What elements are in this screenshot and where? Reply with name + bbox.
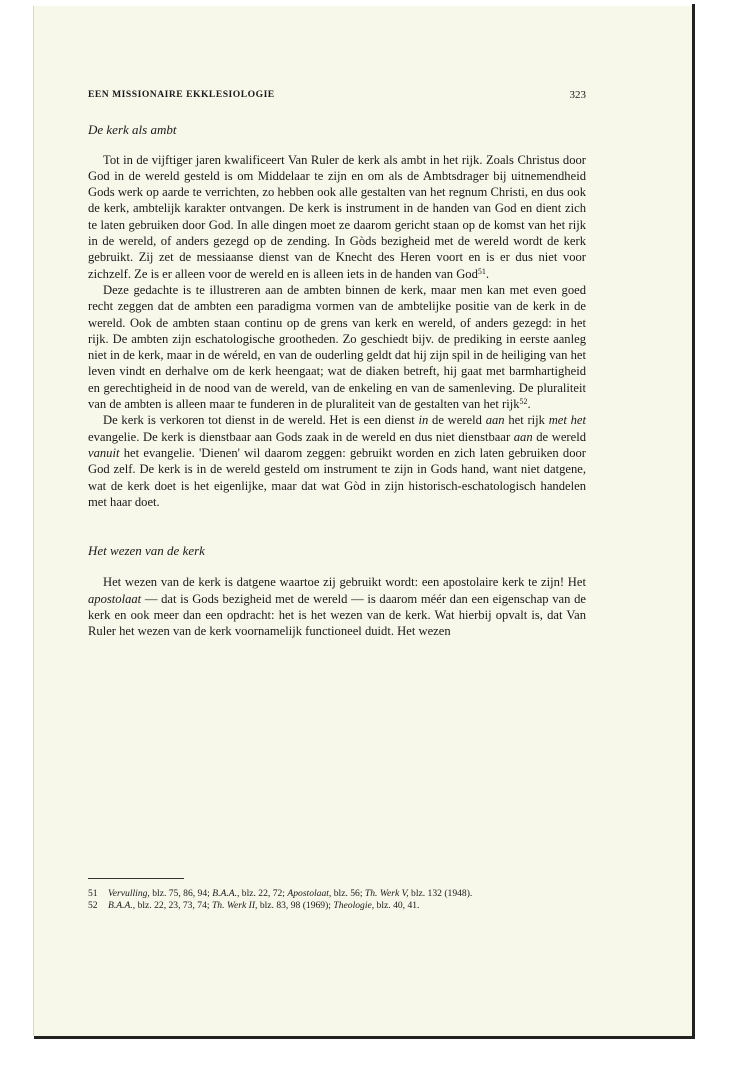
- paragraph-4: Het wezen van de kerk is datgene waartoe zij gebruikt wordt: een apostolaire kerk te zijn! Het apostolaat — dat is Gods bezigheid met de wereld — is daarom méér dan een eigenschap van de kerk en ook meer dan een opdracht: het is het wezen van de kerk. Wat hierbij opvalt is, dat Van Ruler het wezen van de kerk voornamelijk functioneel duidt. Het wezen: [88, 575, 586, 639]
- page-left-edge: [33, 6, 34, 1036]
- footnote-ref-52[interactable]: 52: [519, 397, 528, 407]
- paragraph-3: De kerk is verkoren tot dienst in de wereld. Het is een dienst in de wereld aan het rijk met het evangelie. De kerk is dienstbaar aan Gods zaak in de wereld en dus niet dienstbaar aan de wereld vanuit het evangelie. 'Dienen' wil daarom zeggen: gebruikt worden en zich laten gebruiken door God zelf. De kerk is in de wereld gesteld om instrument te zijn in Gods hand, want niet datgene, wat de kerk doet is het eigenlijke, maar dat wat Gòd in zijn historisch-eschatologisch handelen met haar doet.: [88, 413, 586, 509]
- running-title: EEN MISSIONAIRE EKKLESIOLOGIE: [88, 89, 275, 100]
- footnote-number: 51: [88, 888, 98, 899]
- page-bottom-shadow: [34, 1036, 695, 1039]
- footnote-ref-51[interactable]: 51: [477, 266, 486, 276]
- footnote-number: 52: [88, 900, 98, 911]
- footnote-51: [88, 888, 586, 900]
- footnote-text: Vervulling, blz. 75, 86, 94; B.A.A., blz. 22, 72; Apostolaat, blz. 56; Th. Werk V, blz. 132 (1948).: [108, 888, 473, 899]
- page-number: 323: [569, 89, 586, 101]
- footnote-rule: [88, 878, 184, 879]
- paragraph-2: Deze gedachte is te illustreren aan de ambten binnen de kerk, maar men kan met even goed recht zeggen dat de ambten een paradigma vormen van de ambtelijke positie van de kerk in de wereld. Ook de ambten staan continu op de grens van kerk en wereld, of anders gezegd: in het rijk. De ambten zijn eschatologische grootheden. Zo geschiedt bijv. de prediking in eerste aanleg niet in de kerk, maar in de wéreld, en van de ouderling geldt dat hij zijn spil in de heiliging van het leven vindt en derhalve om de kerk heengaat; wat de diaken betreft, hij gaat met barmhartigheid en gerechtigheid in de nood van de wereld, van de enkeling en van de samenleving. De pluraliteit van de ambten is alleen maar te funderen in de pluraliteit van de gestalten van het rijk$^{52}$.: [88, 282, 586, 412]
- section-heading-wezen: Het wezen van de kerk: [88, 543, 205, 559]
- footnotes: [88, 878, 586, 912]
- paragraph-1: Tot in de vijftiger jaren kwalificeert Van Ruler de kerk als ambt in het rijk. Zoals Christus door God in de wereld gesteld is om Middelaar te zijn en om als de Ambtsdrager bij uitnemendheid Gods werk op aarde te verrichten, zo hebben ook alle gestalten van het regnum Christi, en dus ook de kerk, ambtelijk karakter ontvangen. De kerk is instrument in de handen van God en dient zich te laten gebruiken door God. In alle dingen moet ze daarom gericht staan op de komst van het rijk in de wereld, of anders gezegd op de zending. In Gòds bezigheid met de wereld wordt de kerk gebruikt. Zij zet de messiaanse dienst van de Knecht des Heren voort en is er dus niet voor zichzelf. Ze is er alleen voor de wereld en is alleen iets in de handen van God$^{51}$.: [88, 152, 586, 281]
- running-header: [88, 87, 586, 103]
- page-right-shadow: [692, 4, 695, 1038]
- footnote-52: [88, 900, 586, 912]
- main-text-column: [88, 87, 586, 640]
- footnote-text: B.A.A., blz. 22, 23, 73, 74; Th. Werk II, blz. 83, 98 (1969); Theologie, blz. 40, 41.: [108, 900, 420, 911]
- section-heading-ambt: De kerk als ambt: [88, 122, 177, 138]
